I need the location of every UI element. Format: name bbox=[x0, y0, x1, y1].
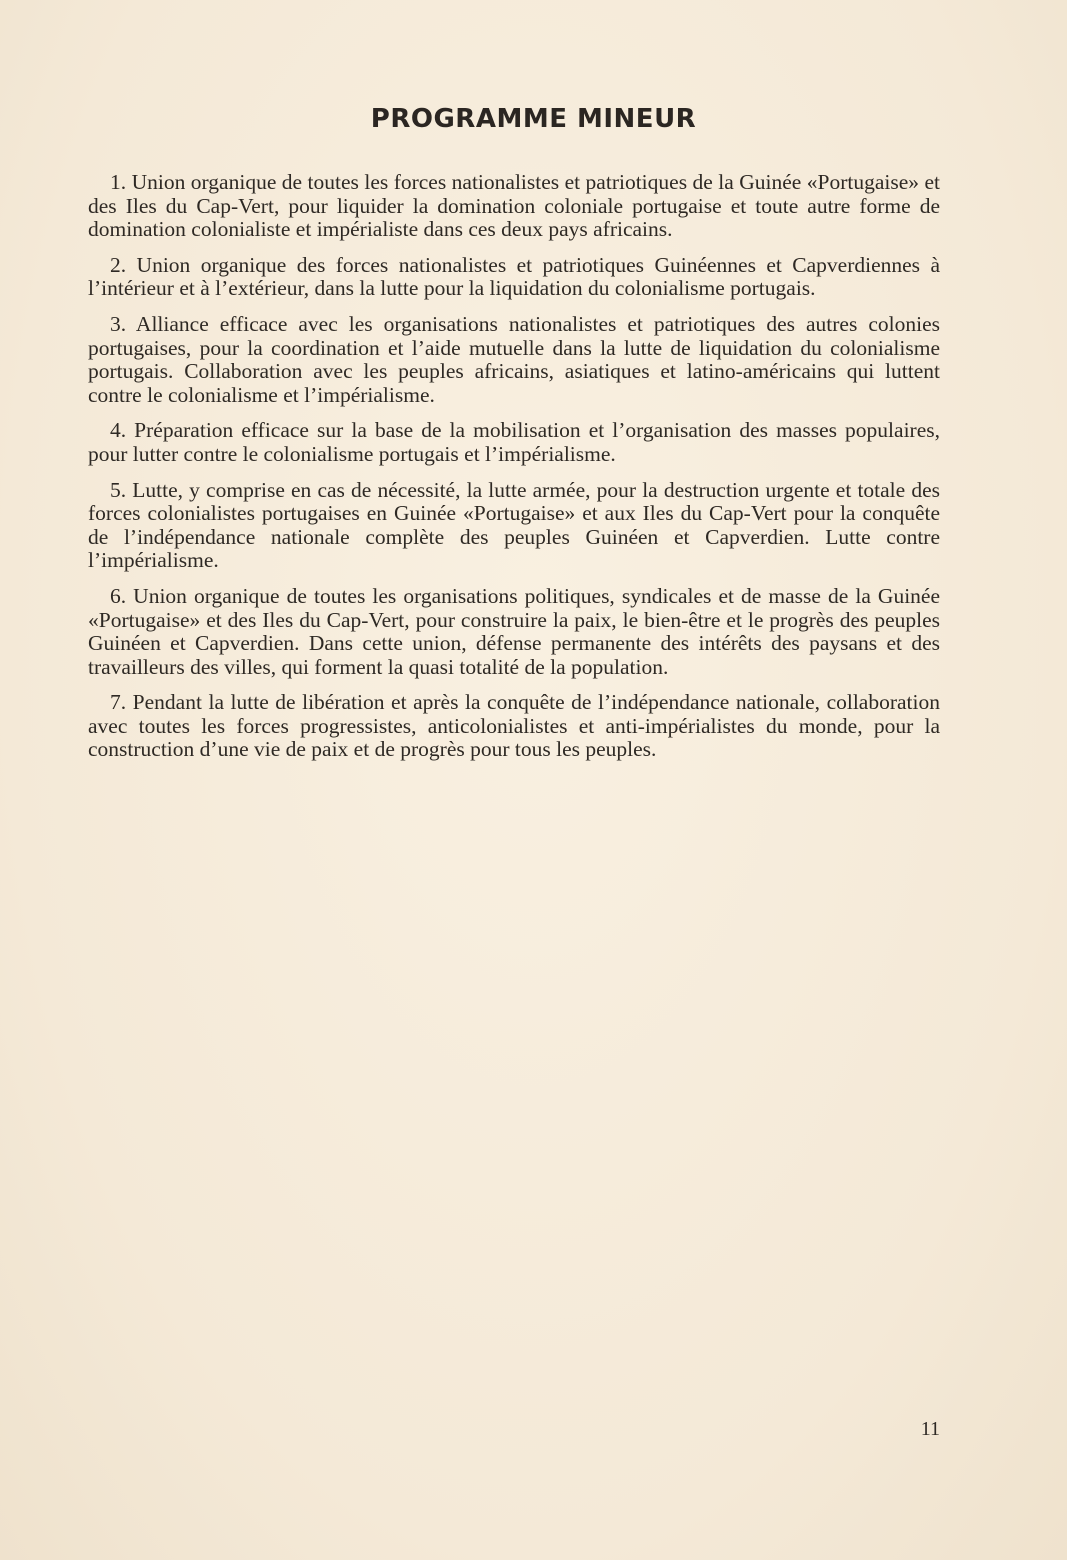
page-number: 11 bbox=[920, 1418, 940, 1440]
paragraph-1: 1. Union organique de toutes les forces nationalistes et patriotiques de la Guinée «Portugaise» et des Iles du Cap-Vert, pour liquider la domination coloniale portugaise et toute autre forme de domination colonialiste et impérialiste dans ces deux pays africains. bbox=[88, 170, 940, 242]
paragraph-4: 4. Préparation efficace sur la base de la mobilisation et l’organisation des masses populaires, pour lutter contre le colonialisme portugais et l’impérialisme. bbox=[88, 418, 940, 466]
paragraph-5: 5. Lutte, y comprise en cas de nécessité, la lutte armée, pour la destruction urgente et totale des forces colonialistes portugaises en Guinée «Portugaise» et aux Iles du Cap-Vert pour la conquête de l’indépendance nationale complète des peuples Guinéen et Capverdien. Lutte contre l’impérialisme. bbox=[88, 477, 940, 573]
paragraph-7: 7. Pendant la lutte de libération et après la conquête de l’indépendance nationale, collaboration avec toutes les forces progressistes, anticolonialistes et anti-impérialistes du monde, pour la construction d’une vie de paix et de progrès pour tous les peuples. bbox=[88, 690, 940, 762]
page-title: PROGRAMME MINEUR bbox=[370, 104, 697, 134]
paragraph-2: 2. Union organique des forces nationalistes et patriotiques Guinéennes et Capverdiennes à l’intérieur et à l’extérieur, dans la lutte pour la liquidation du colonialisme portugais. bbox=[88, 252, 940, 301]
paragraph-6: 6. Union organique de toutes les organisations politiques, syndicales et de masse de la Guinée «Portugaise» et des Iles du Cap-Vert, pour construire la paix, le bien-être et le progrès des peuples Guinéen et Capverdien. Dans cette union, défense permanente des intérêts des paysans et des travailleurs des villes, qui forment la quasi totalité de la population. bbox=[88, 583, 940, 679]
paragraph-3: 3. Alliance efficace avec les organisations nationalistes et patriotiques des autres colonies portugaises, pour la coordination et l’aide mutuelle dans la lutte de liquidation du colonialisme portugais. Collaboration avec les peuples africains, asiatiques et latino-américains qui luttent contre le colonialisme et l’impérialisme. bbox=[88, 311, 940, 407]
document-body bbox=[88, 171, 940, 774]
